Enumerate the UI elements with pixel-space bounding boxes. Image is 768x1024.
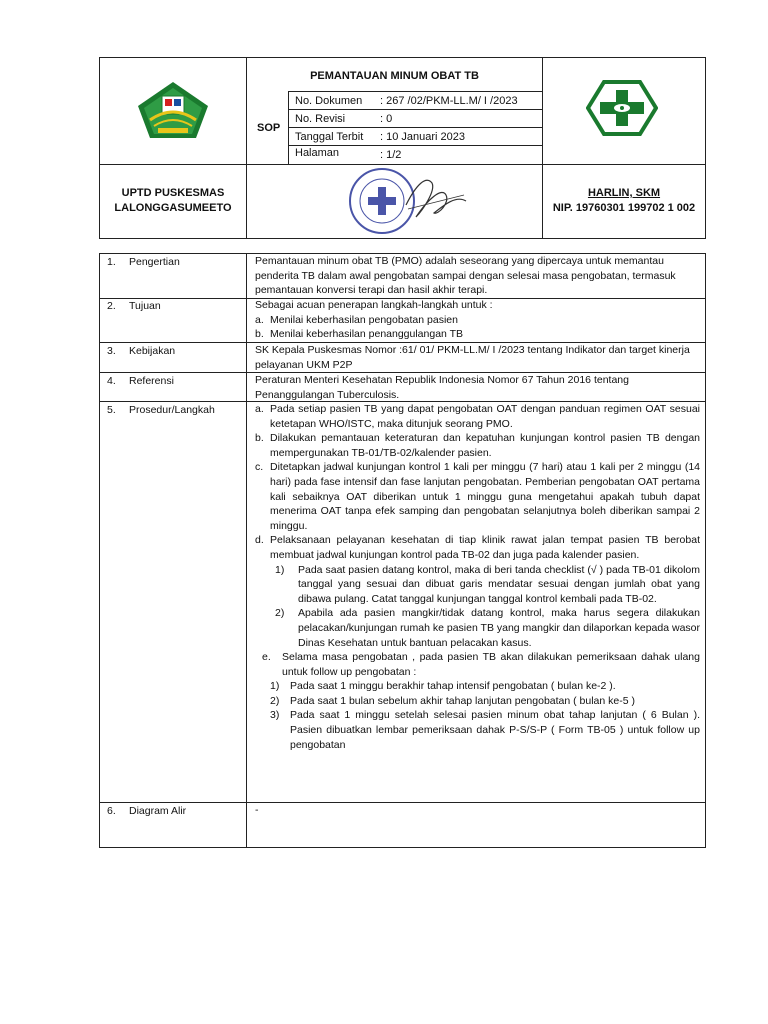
org-name-line2: LALONGGASUMEETO <box>114 202 232 214</box>
row-5-label: Prosedur/Langkah <box>129 404 215 416</box>
meta-label-tanggal: Tanggal Terbit <box>295 131 364 143</box>
sop-label: SOP <box>257 122 281 134</box>
official-stamp-signature <box>346 165 476 237</box>
prosedur-item-d2: 2) Apabila ada pasien mangkir/tidak datang kontrol, maka harus segera dilakukan pelacakan/kunjungan rumah ke pasien TB yang mangkir dan dilaporkan kepada wasor Dinas Kesehatan untuk bantuan pelacakan kasus. <box>275 607 700 649</box>
puskesmas-cross-icon <box>586 80 658 136</box>
row-3-label: Kebijakan <box>129 345 176 357</box>
sop-title: PEMANTAUAN MINUM OBAT TB <box>310 70 479 82</box>
kabupaten-emblem-icon <box>136 80 210 140</box>
org-name-line1: UPTD PUSKESMAS <box>121 187 225 199</box>
row-4-number: 4. <box>107 375 116 387</box>
row-4-content: Peraturan Menteri Kesehatan Republik Indonesia Nomor 67 Tahun 2016 tentang Penanggulangan Tuberculosis. <box>255 374 629 401</box>
row-6-label: Diagram Alir <box>129 805 187 817</box>
row-3-number: 3. <box>107 345 116 357</box>
meta-label-revisi: No. Revisi <box>295 113 346 125</box>
row-1-label: Pengertian <box>129 256 180 268</box>
prosedur-item-e1: 1) Pada saat 1 minggu berakhir tahap intensif pengobatan ( bulan ke-2 ). <box>270 680 616 693</box>
tujuan-intro: Sebagai acuan penerapan langkah-langkah untuk : <box>255 299 493 311</box>
row-2-label: Tujuan <box>129 300 161 312</box>
prosedur-item-a: a. Pada setiap pasien TB yang dapat pengobatan OAT dengan panduan regimen OAT sesuai ketetapan WHO/ISTC, maka ditunjuk seorang PMO. <box>255 403 700 430</box>
prosedur-item-d: d. Pelaksanaan pelayanan kesehatan di tiap klinik rawat jalan tempat pasien TB berobat membuat jadwal kunjungan kontrol pada TB-02 dan juga pada kalender pasien. <box>255 534 700 561</box>
tujuan-item-a: a. Menilai keberhasilan pengobatan pasien <box>255 313 458 326</box>
row-2-content <box>255 298 700 342</box>
meta-value-dokumen: : 267 /02/PKM-LL.M/ I /2023 <box>380 95 518 107</box>
row-3-content: SK Kepala Puskesmas Nomor :61/ 01/ PKM-LL.M/ I /2023 tentang Indikator dan target kinerja pelayanan UKM P2P <box>255 344 690 371</box>
meta-value-halaman: : 1/2 <box>380 149 402 161</box>
tujuan-item-b: b. Menilai keberhasilan penanggulangan TB <box>255 328 464 341</box>
row-5-content <box>255 402 700 752</box>
row-6-content: - <box>255 804 259 816</box>
row-5-number: 5. <box>107 404 116 416</box>
prosedur-item-e: e. Selama masa pengobatan , pada pasien TB akan dilakukan pemeriksaan dahak ulang untuk follow up pengobatan : <box>262 651 700 678</box>
row-2-number: 2. <box>107 300 116 312</box>
prosedur-item-e2: 2) Pada saat 1 bulan sebelum akhir tahap lanjutan pengobatan ( bulan ke-5 ) <box>270 694 635 707</box>
prosedur-item-e3: 3) Pada saat 1 minggu setelah selesai pasien minum obat tahap lanjutan ( 6 Bulan ). Pasien dibuatkan lembar pemeriksaan dahak P-S/S-P ( Form TB-05 ) untuk follow up pengobatan <box>270 709 700 751</box>
meta-value-tanggal: : 10 Januari 2023 <box>380 131 466 143</box>
meta-label-halaman: Halaman <box>295 147 340 159</box>
meta-value-revisi: : 0 <box>380 113 393 125</box>
signer-nip: NIP. 19760301 199702 1 002 <box>552 202 696 214</box>
row-1-content: Pemantauan minum obat TB (PMO) adalah seseorang yang dipercaya untuk memantau penderita TB dalam awal pengobatan sampai dengan selesai masa pengobatan, termasuk pemantauan konversi terapi dan hasil akhir terapi. <box>255 255 676 297</box>
prosedur-item-c: c. Ditetapkan jadwal kunjungan kontrol 1 kali per minggu (7 hari) atau 1 kali per 2 minggu (14 hari) pada fase intensif dan fase lanjutan pengobatan. Pemberian pengobatan OAT pertama kali sebaiknya OAT diberikan untuk 1 minggu guna mengetahui apakah tubuh dapat menerima OAT tanpa efek samping dan pengobatan selanjutnya boleh diberikan sampai 2 minggu. <box>255 461 700 532</box>
prosedur-item-b: b. Dilakukan pemantauan keteraturan dan kepatuhan kunjungan kontrol pasien TB dengan mempergunakan TB-01/TB-02/kalender pasien. <box>255 432 700 459</box>
row-4-label: Referensi <box>129 375 174 387</box>
row-6-number: 6. <box>107 805 116 817</box>
prosedur-item-d1: 1) Pada saat pasien datang kontrol, maka di beri tanda checklist (√ ) pada TB-01 dikolom tanggal yang sesuai dan dibuat garis mendatar sesuai dengan jumlah obat yang dibawa pulang. Catat tanggal kunjungan tanggal kontrol kembali pada TB-02. <box>275 563 700 605</box>
meta-label-dokumen: No. Dokumen <box>295 95 363 107</box>
row-1-number: 1. <box>107 256 116 268</box>
signer-name: HARLIN, SKM <box>587 187 661 199</box>
